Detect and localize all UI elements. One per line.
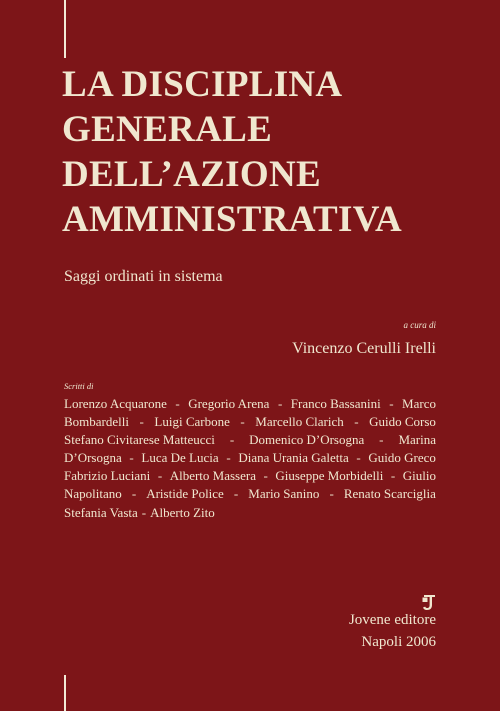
publisher-name: Jovene editore	[348, 612, 436, 628]
author-name: D’Orsogna	[64, 450, 122, 466]
author-line	[64, 504, 436, 522]
book-title	[62, 62, 482, 242]
author-name: Franco Bassanini	[290, 396, 381, 411]
publication-place-year: Napoli 2006	[361, 634, 436, 650]
author-line	[64, 395, 436, 413]
author-name: Bombardelli	[64, 414, 129, 430]
author-name: Aristide Police	[146, 486, 224, 502]
author-name: Mario Sanino	[248, 486, 320, 502]
author-name: Luigi Carbone	[154, 414, 230, 430]
author-separator: -	[356, 450, 361, 466]
author-line	[64, 467, 436, 485]
author-name: Fabrizio Luciani	[64, 468, 151, 484]
author-name: Marco	[402, 396, 436, 411]
curator-label: a cura di	[403, 320, 436, 330]
author-name: Luca De Lucia	[141, 450, 219, 466]
author-name: Stefano Civitarese Matteucci	[64, 432, 215, 448]
author-separator: -	[229, 432, 235, 448]
title-line: AMMINISTRATIVA	[62, 199, 402, 240]
authors-list	[64, 395, 436, 522]
author-name: Giulio	[402, 468, 436, 484]
author-separator: -	[157, 468, 163, 484]
title-line: DELL’AZIONE	[62, 154, 321, 195]
author-name: Giuseppe Morbidelli	[275, 468, 384, 484]
author-name: Diana Urania Galetta	[238, 450, 349, 466]
author-separator: -	[175, 396, 180, 411]
author-separator: -	[263, 468, 268, 484]
author-name: Alberto Massera	[169, 468, 256, 484]
author-name: Marcello Clarich	[255, 414, 344, 430]
writers-label: Scritti di	[64, 381, 94, 391]
author-separator: -	[329, 486, 334, 502]
author-name: Domenico D’Orsogna	[249, 432, 365, 448]
author-separator: -	[226, 450, 231, 466]
author-separator: -	[240, 414, 245, 430]
author-name: Marina	[398, 432, 436, 448]
author-separator: -	[129, 450, 134, 466]
author-name: Alberto Zito	[150, 504, 215, 520]
author-line	[64, 431, 436, 449]
jovene-j-logo-icon	[422, 594, 436, 611]
author-separator: -	[139, 414, 144, 430]
title-line: LA DISCIPLINA	[62, 64, 343, 105]
author-name: Napolitano	[64, 486, 122, 502]
author-separator: -	[141, 504, 147, 520]
author-name: Renato Scarciglia	[343, 486, 436, 502]
author-separator: -	[389, 396, 394, 411]
author-name: Gregorio Arena	[188, 396, 270, 411]
author-line	[64, 413, 436, 431]
author-separator: -	[131, 486, 137, 502]
author-separator: -	[390, 468, 396, 484]
decorative-vertical-line-top	[64, 0, 66, 58]
author-name: Lorenzo Acquarone	[64, 396, 167, 411]
author-name: Guido Greco	[368, 450, 436, 466]
book-subtitle: Saggi ordinati in sistema	[64, 268, 223, 285]
author-separator: -	[379, 432, 384, 448]
author-separator: -	[354, 414, 359, 430]
curator-name: Vincenzo Cerulli Irelli	[292, 340, 436, 357]
title-line: GENERALE	[62, 109, 273, 150]
author-name: Stefania Vasta	[64, 504, 138, 520]
author-separator: -	[233, 486, 239, 502]
author-line	[64, 449, 436, 467]
author-name: Guido Corso	[369, 414, 436, 430]
author-separator: -	[277, 396, 283, 411]
author-line	[64, 485, 436, 503]
decorative-vertical-line-bottom	[64, 675, 66, 711]
